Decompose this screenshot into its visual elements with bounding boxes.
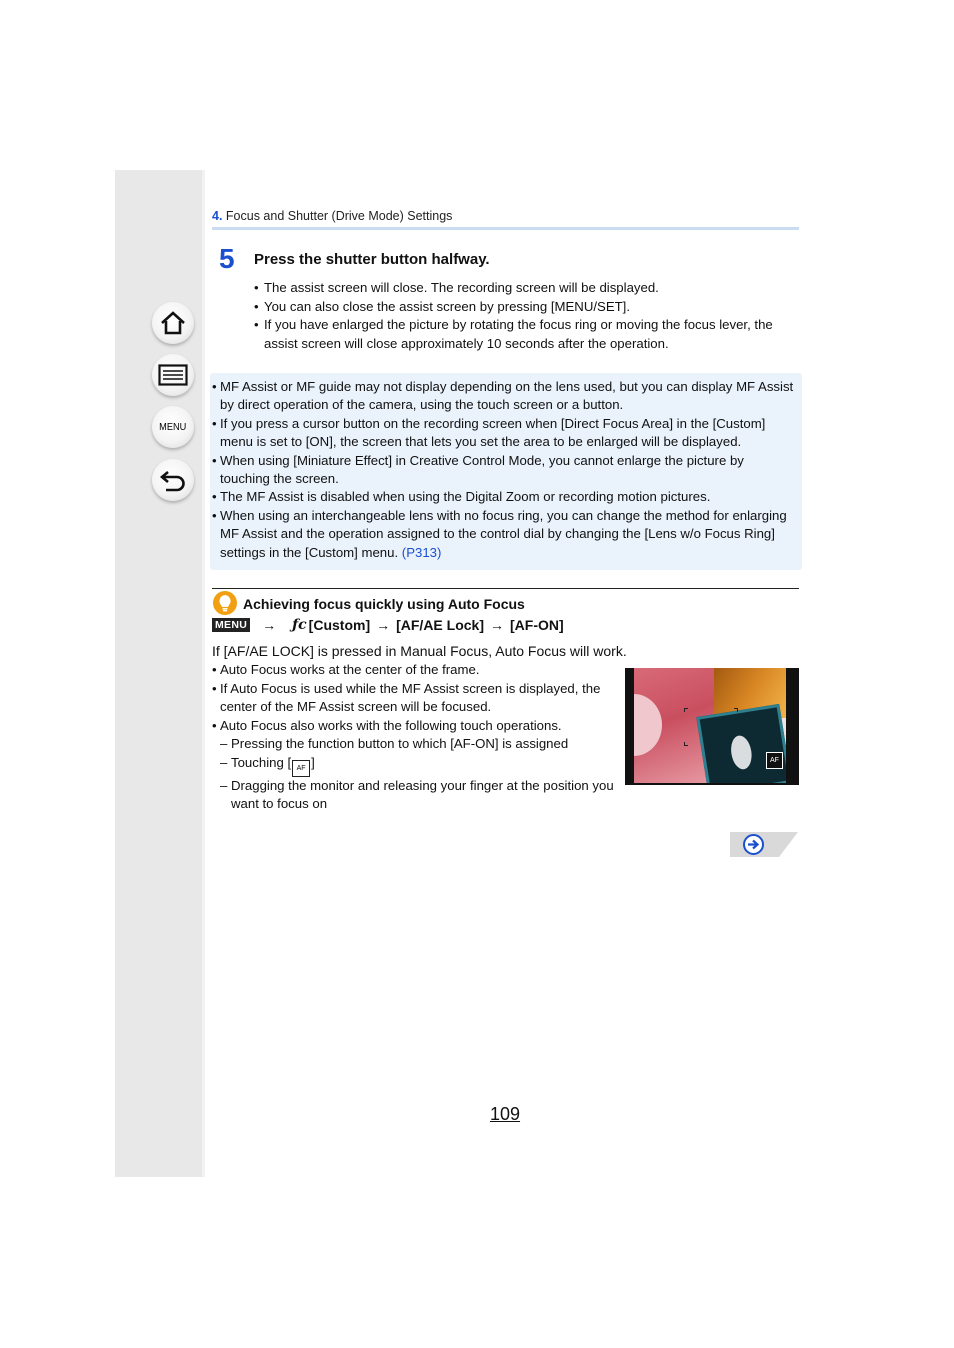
next-page-tab — [730, 832, 798, 857]
menu-button-label: MENU — [159, 421, 187, 433]
path-custom: [Custom] — [308, 617, 371, 633]
back-button[interactable] — [152, 459, 194, 501]
page-number: 109 — [490, 1104, 521, 1124]
arrow: → — [490, 617, 504, 633]
touching-suffix: ] — [311, 754, 315, 770]
section-title: Focus and Shutter (Drive Mode) Settings — [225, 209, 453, 223]
list-item: • Auto Focus also works with the following touch operations. — [212, 717, 617, 736]
af-on-touch-button[interactable]: AF — [766, 752, 783, 769]
sub-item: – Pressing the function button to which [AF-ON] is assigned — [212, 735, 617, 754]
home-icon — [159, 310, 187, 336]
af-touch-icon: AF — [292, 760, 310, 777]
next-page — [730, 832, 798, 857]
list-item: • The assist screen will close. The recording screen will be displayed. — [254, 279, 800, 298]
list-item: • Auto Focus works at the center of the frame. — [212, 661, 617, 680]
path-af-on: [AF-ON] — [510, 617, 564, 633]
note-list — [212, 378, 797, 562]
list-item: • If Auto Focus is used while the MF Assist screen is displayed, the center of the MF Assist screen will be focused. — [212, 680, 617, 717]
step-number: 5 — [219, 243, 235, 274]
arrow: → — [262, 617, 277, 633]
tip-icon — [213, 591, 237, 615]
list-item: • The MF Assist is disabled when using the Digital Zoom or recording motion pictures. — [212, 488, 797, 506]
af-frame-corner — [734, 708, 738, 712]
lightbulb-icon — [218, 594, 232, 612]
step-title: Press the shutter button halfway. — [254, 251, 490, 268]
page-link[interactable]: (P313) — [401, 544, 442, 560]
list-item: • You can also close the assist screen by pressing [MENU/SET]. — [254, 298, 800, 317]
af-list — [212, 661, 617, 814]
path-af-lock: [AF/AE Lock] — [396, 617, 484, 633]
tip-intro: If [AF/AE LOCK] is pressed in Manual Focus, Auto Focus will work. — [212, 643, 627, 659]
back-icon — [159, 468, 187, 492]
list-item — [212, 507, 797, 562]
photo-scene — [634, 668, 786, 783]
home-button[interactable] — [152, 302, 194, 344]
list-item: • MF Assist or MF guide may not display depending on the lens used, but you can display MF Assist by direct operation of the camera, using the touch screen or a button. — [212, 378, 797, 415]
list-item: • If you press a cursor button on the recording screen when [Direct Focus Area] in the [Custom] menu is set to [ON], the screen that lets you set the area to be enlarged will be displayed. — [212, 415, 797, 452]
menu-button[interactable] — [152, 406, 194, 448]
section-number: 4. — [212, 209, 223, 223]
header-divider — [212, 227, 799, 230]
sub-item: – Dragging the monitor and releasing your finger at the position you want to focus on — [212, 777, 617, 814]
teal-object — [696, 704, 786, 783]
sub-item — [212, 754, 617, 777]
teal-object-hole — [729, 734, 754, 771]
af-frame-corner — [684, 742, 688, 746]
arrow: → — [376, 617, 391, 633]
step-bullets — [254, 279, 800, 353]
af-frame-corner — [734, 742, 738, 746]
custom-menu-icon: ƒc — [292, 617, 307, 633]
menu-badge: MENU — [212, 618, 250, 632]
example-photo — [625, 668, 799, 785]
list-icon — [158, 364, 188, 386]
touching-prefix: Touching [ — [231, 754, 292, 770]
menu-path — [212, 617, 564, 633]
section-header — [212, 209, 452, 223]
list-item: • When using [Miniature Effect] in Creative Control Mode, you cannot enlarge the picture by touching the screen. — [212, 452, 797, 489]
contents-button[interactable] — [152, 354, 194, 396]
list-item: • If you have enlarged the picture by rotating the focus ring or moving the focus lever, the assist screen will close approximately 10 seconds after the operation. — [254, 316, 800, 353]
af-frame-corner — [684, 708, 688, 712]
sidebar-edge — [202, 170, 205, 1177]
next-page-button[interactable] — [743, 834, 764, 855]
note-text: When using an interchangeable lens with no focus ring, you can change the method for enlarging MF Assist and the operation assigned to the control dial by changing the [Lens w/o Focus Ring] settings in the [Custom] menu. — [220, 507, 787, 560]
section-divider — [212, 588, 799, 589]
tip-title: Achieving focus quickly using Auto Focus — [243, 596, 525, 612]
arrow-right-icon — [747, 839, 760, 850]
